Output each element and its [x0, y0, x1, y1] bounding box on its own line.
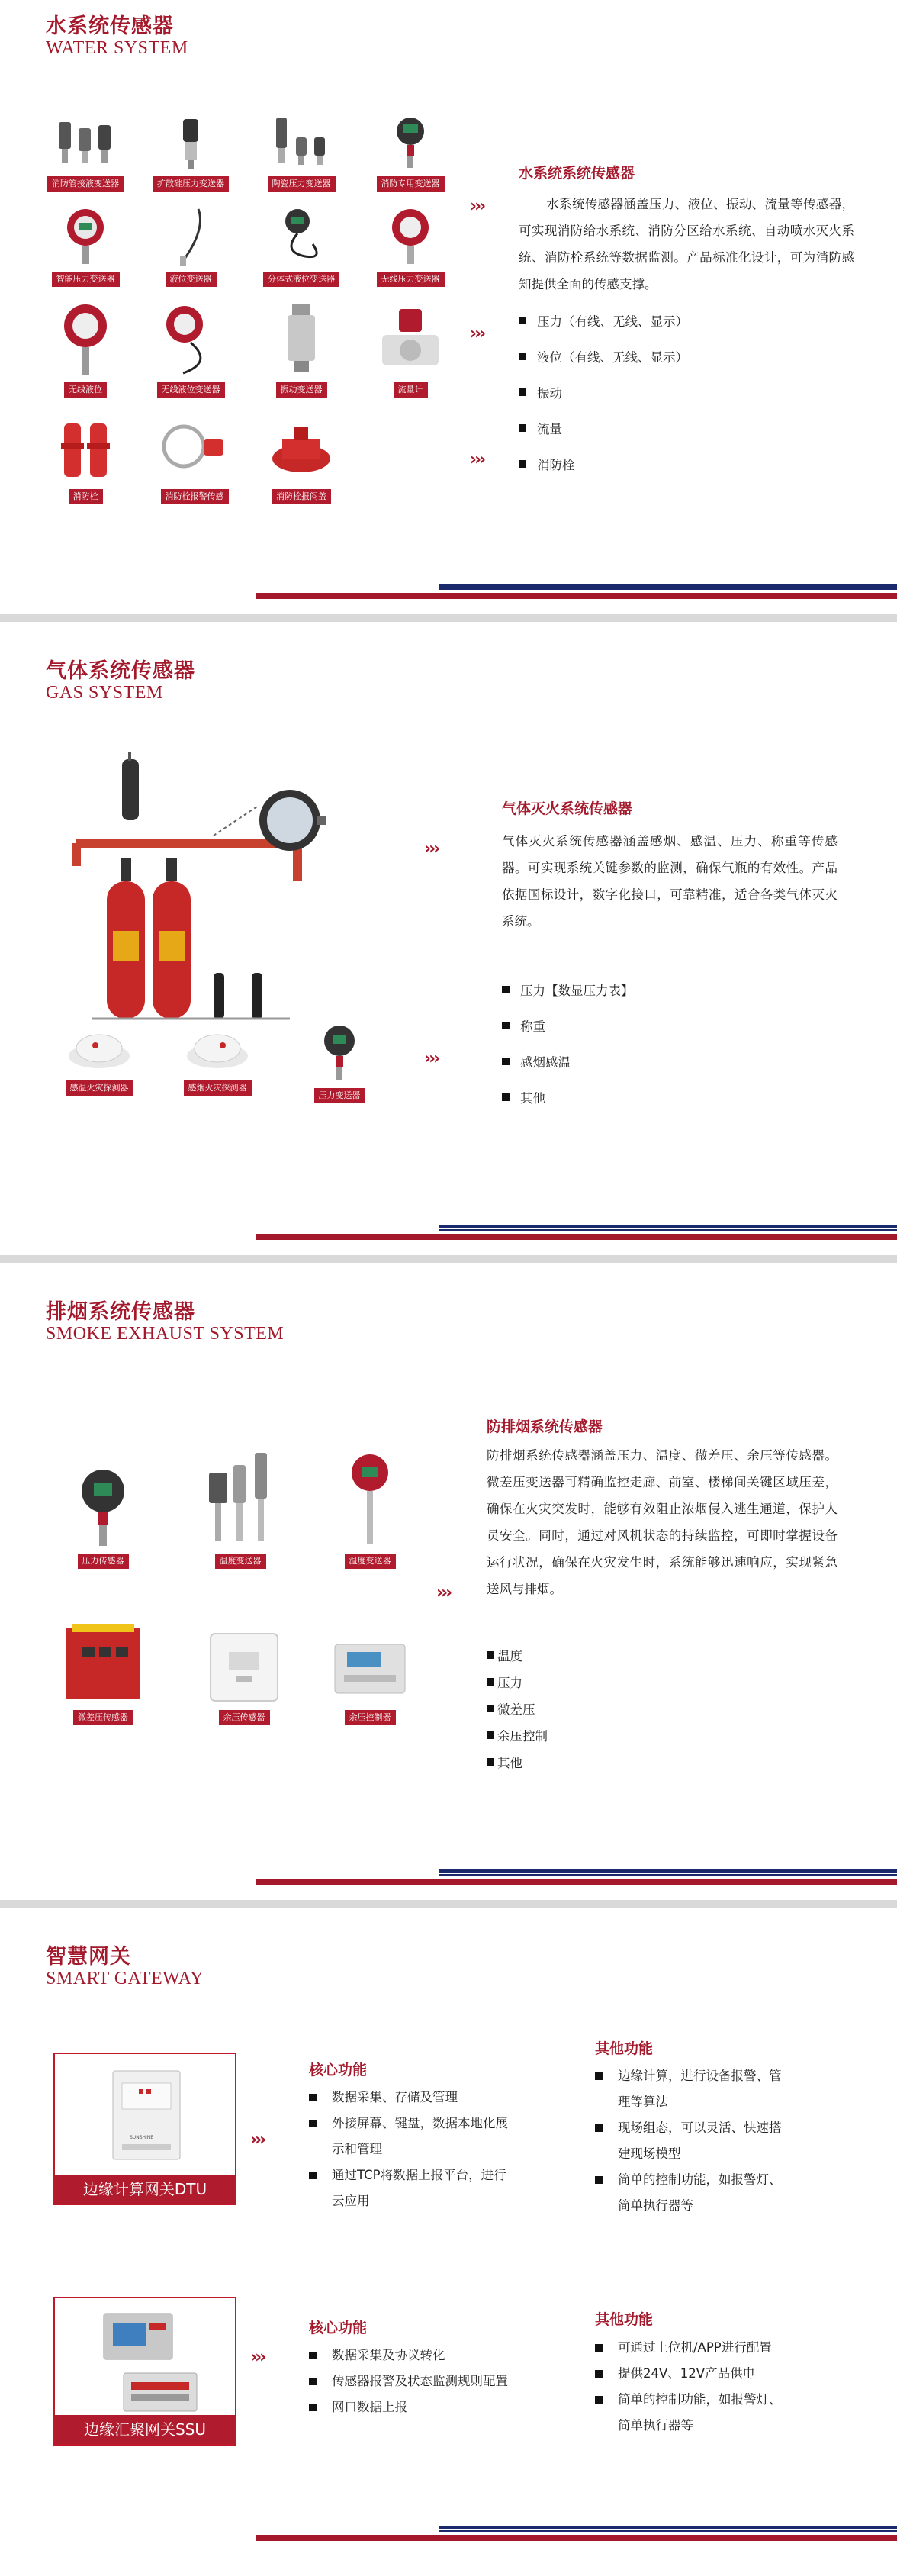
product-label: 消防专用变送器	[377, 176, 445, 192]
smoke-section	[0, 1263, 897, 1900]
feature-item-continuation: 云应用	[332, 2194, 370, 2208]
dtu-device-brand: SUNSHINE	[130, 2135, 154, 2140]
product-card	[202, 1629, 286, 1725]
water-bullet: 压力（有线、无线、显示）	[519, 311, 688, 330]
hydrant-cap-icon	[267, 416, 336, 485]
hydrant-alarm-sensor-icon	[156, 416, 233, 485]
ssu-other-title: 其他功能	[595, 2311, 654, 2328]
heat-detector-icon	[65, 1022, 133, 1076]
feature-item: 简单的控制功能，如报警灯、	[595, 2387, 847, 2413]
water-info-title: 水系统系统传感器	[519, 165, 635, 182]
feature-item-continuation: 理等算法	[618, 2095, 668, 2109]
product-card	[368, 206, 452, 287]
ssu-core-list	[309, 2343, 568, 2420]
smoke-bullet: 温度	[487, 1646, 522, 1664]
ceramic-sensor-icon	[267, 114, 336, 172]
water-section	[0, 0, 897, 614]
product-label: 智能压力变送器	[52, 272, 120, 287]
hydrant-icon	[55, 416, 116, 485]
water-title: 水系统传感器	[46, 14, 174, 38]
smoke-bullet: 压力	[487, 1673, 522, 1691]
product-card	[368, 114, 452, 192]
ssu-device-icon	[101, 2309, 200, 2416]
product-label: 微差压传感器	[73, 1710, 133, 1725]
product-card	[328, 1629, 412, 1725]
product-label: 陶瓷压力变送器	[268, 176, 336, 192]
wireless-level-transmitter-icon	[160, 301, 221, 378]
chevron-icon: ›››	[250, 2130, 265, 2149]
pressure-gauge-icon	[252, 782, 328, 858]
water-bullet: 振动	[519, 383, 562, 401]
smoke-info-text: 防排烟系统传感器涵盖压力、温度、微差压、余压等传感器。微差压变送器可精确监控走廊、前室、楼梯间关键区域压差，确保在火灾突发时，能够有效阻止浓烟侵入逃生通道，保护人员安全。同时，通过对风机状态的持续监控，可即时掌握设备运行状况，确保在火灾发生时，系统能够迅速响应，实现紧急送风与排烟。	[487, 1448, 838, 1596]
level-transmitter-icon	[168, 206, 214, 267]
gas-bullet: 压力【数显压力表】	[502, 980, 634, 999]
product-label: 感温火灾探测器	[66, 1080, 133, 1096]
product-card	[149, 206, 233, 287]
ssu-card	[53, 2297, 236, 2446]
product-label: 分体式液位变送器	[263, 272, 339, 287]
product-card	[368, 301, 452, 398]
feature-item: 现场组态，可以灵活、快速搭	[595, 2115, 847, 2141]
feature-item-continuation: 简单执行器等	[618, 2198, 693, 2213]
feature-item: 传感器报警及状态监测规则配置	[309, 2368, 568, 2394]
feature-item: 数据采集、存储及管理	[309, 2085, 561, 2111]
decorative-stripes	[256, 1869, 897, 1885]
temperature-transmitter-icon	[343, 1450, 397, 1549]
product-card	[259, 206, 343, 287]
gas-subtitle: GAS SYSTEM	[46, 683, 163, 703]
product-card	[57, 1022, 141, 1096]
chevron-icon: ›››	[424, 1049, 439, 1068]
gas-bullet: 其他	[502, 1088, 545, 1106]
product-card	[149, 416, 240, 504]
ssu-other-list	[595, 2335, 847, 2439]
decorative-stripes	[256, 2526, 897, 2541]
product-card	[57, 1621, 149, 1725]
product-card	[195, 1450, 286, 1569]
water-subtitle: WATER SYSTEM	[46, 38, 188, 58]
product-label: 感烟火灾探测器	[184, 1080, 252, 1096]
product-card	[149, 301, 233, 398]
feature-item-continuation: 示和管理	[332, 2142, 382, 2156]
product-label: 无线液位变送器	[157, 382, 225, 398]
product-card	[175, 1022, 259, 1096]
product-label: 温度变送器	[345, 1554, 396, 1569]
water-bullet: 液位（有线、无线、显示）	[519, 347, 688, 365]
product-card	[47, 301, 124, 398]
pressure-transmitter-icon	[313, 1022, 366, 1084]
section-divider	[0, 614, 897, 622]
wireless-pressure-icon	[384, 206, 437, 267]
water-bullet: 流量	[519, 419, 562, 437]
pressure-sensor-icon	[51, 114, 120, 172]
product-label: 液位变送器	[166, 272, 217, 287]
gas-bullet: 感烟感温	[502, 1052, 571, 1071]
gas-section	[0, 622, 897, 1255]
product-card	[61, 1465, 145, 1569]
chevron-icon: ›››	[436, 1583, 451, 1602]
product-card	[259, 301, 343, 398]
product-label: 扩散硅压力变送器	[153, 176, 229, 192]
product-card	[328, 1450, 412, 1569]
smoke-title: 排烟系统传感器	[46, 1300, 195, 1324]
product-card	[259, 114, 343, 192]
water-info-text: 水系统传感器涵盖压力、液位、振动、流量等传感器，可实现消防给水系统、消防分区给水系统、自动喷水灭火系统、消防栓系统等数据监测。产品标准化设计，可为消防感知提供全面的传感支撑。	[519, 197, 854, 291]
feature-item: 网口数据上报	[309, 2394, 568, 2420]
chevron-icon: ›››	[470, 197, 484, 216]
dtu-core-title: 核心功能	[309, 2062, 368, 2079]
fire-transmitter-icon	[387, 114, 433, 172]
gateway-section	[0, 1908, 897, 2576]
product-card	[47, 416, 124, 504]
feature-item: 外接屏幕、键盘，数据本地化展	[309, 2111, 561, 2136]
section-divider	[0, 1900, 897, 1908]
chevron-icon: ›››	[424, 839, 439, 858]
feature-item: 通过TCP将数据上报平台，进行	[309, 2162, 561, 2188]
smoke-info-title: 防排烟系统传感器	[487, 1418, 603, 1435]
product-label: 压力变送器	[314, 1088, 365, 1103]
gas-info-text: 气体灭火系统传感器涵盖感烟、感温、压力、称重等传感器。可实现系统关键参数的监测，确保气瓶的有效性。产品依据国标设计，数字化接口，可靠精准，适合各类气体灭火系统。	[502, 834, 838, 929]
split-level-icon	[275, 206, 328, 267]
dtu-core-list	[309, 2085, 561, 2214]
dtu-other-list	[595, 2063, 847, 2219]
ssu-caption: 边缘汇聚网关SSU	[55, 2415, 235, 2444]
feature-item: 数据采集及协议转化	[309, 2343, 568, 2368]
gateway-title: 智慧网关	[46, 1945, 131, 1969]
temperature-probe-icon	[198, 1450, 282, 1549]
feature-item-continuation: 建现场模型	[618, 2146, 681, 2161]
feature-item: 简单的控制功能，如报警灯、	[595, 2167, 847, 2193]
smoke-subtitle: SMOKE EXHAUST SYSTEM	[46, 1324, 285, 1344]
wireless-level-icon	[55, 301, 116, 378]
product-label: 消防栓报闷盖	[272, 489, 331, 504]
product-label: 余压控制器	[345, 1710, 396, 1725]
feature-item: 边缘计算，进行设备报警、管	[595, 2063, 847, 2089]
gas-bullet: 称重	[502, 1016, 545, 1035]
residual-pressure-sensor-icon	[206, 1629, 282, 1705]
ssu-core-title: 核心功能	[309, 2320, 368, 2336]
product-label: 振动变送器	[276, 382, 327, 398]
gas-info-title: 气体灭火系统传感器	[502, 800, 633, 817]
differential-pressure-sensor-icon	[61, 1621, 145, 1705]
pressure-sensor-icon	[76, 1465, 130, 1549]
product-label: 消防栓报警传感	[161, 489, 229, 504]
gas-title: 气体系统传感器	[46, 659, 195, 683]
product-label: 温度变送器	[215, 1554, 266, 1569]
product-label: 压力传感器	[78, 1554, 129, 1569]
water-bullet: 消防栓	[519, 455, 575, 473]
smoke-bullet: 余压控制	[487, 1726, 548, 1744]
product-label: 消防管接液变送器	[47, 176, 124, 192]
pressure-transmitter-icon	[168, 114, 214, 172]
product-card	[47, 114, 124, 192]
product-label: 余压传感器	[219, 1710, 270, 1725]
product-label: 流量计	[394, 382, 428, 398]
section-divider	[0, 1255, 897, 1263]
chevron-icon: ›››	[250, 2348, 265, 2367]
product-label: 无线液位	[64, 382, 107, 398]
flow-meter-icon	[376, 301, 445, 378]
feature-item-continuation: 简单执行器等	[618, 2418, 693, 2433]
residual-pressure-controller-icon	[332, 1629, 408, 1705]
dtu-device-icon	[108, 2068, 185, 2167]
product-label: 无线压力变送器	[377, 272, 445, 287]
gateway-subtitle: SMART GATEWAY	[46, 1969, 204, 1988]
product-card	[149, 114, 233, 192]
decorative-stripes	[256, 584, 897, 599]
chevron-icon: ›››	[470, 324, 484, 343]
smoke-detector-icon	[183, 1022, 252, 1076]
feature-item: 提供24V、12V产品供电	[595, 2361, 847, 2387]
smoke-bullet: 其他	[487, 1753, 522, 1771]
smart-transmitter-icon	[59, 206, 112, 267]
vibration-transmitter-icon	[278, 301, 324, 378]
dtu-card	[53, 2053, 236, 2205]
chevron-icon: ›››	[470, 450, 484, 469]
product-card	[259, 416, 343, 504]
feature-item: 可通过上位机/APP进行配置	[595, 2335, 847, 2361]
product-card	[297, 1022, 381, 1103]
dtu-caption: 边缘计算网关DTU	[55, 2175, 235, 2204]
dtu-other-title: 其他功能	[595, 2040, 654, 2057]
product-label: 消防栓	[69, 489, 103, 504]
product-card	[47, 206, 124, 287]
decorative-stripes	[256, 1225, 897, 1240]
smoke-bullet: 微差压	[487, 1699, 535, 1718]
